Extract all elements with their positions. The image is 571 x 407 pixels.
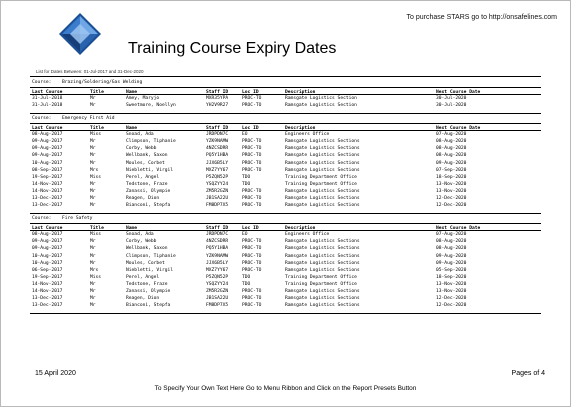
column-header: Last Course <box>32 89 63 95</box>
table-row <box>30 95 541 102</box>
table-cell: Training Department Office <box>285 274 357 280</box>
table-cell: Engineers Office <box>285 232 330 238</box>
table-cell: Ramsgate Logistics Sections <box>285 188 360 194</box>
table-cell: 13-Dec-2017 <box>32 296 63 302</box>
table-row <box>30 245 541 252</box>
course-name: Emergency First Aid <box>62 116 115 122</box>
table-cell: 09-Aug-2017 <box>32 246 63 252</box>
table-cell: ZM5R2GZN <box>206 288 229 294</box>
table-cell: 4NZCSDRR <box>206 239 229 245</box>
table-cell: Moules, Corbet <box>126 260 165 266</box>
table-cell: Amey, Maryjo <box>126 96 160 101</box>
column-header: Name <box>126 125 138 131</box>
table-row <box>30 302 541 309</box>
table-cell: 12-Dec-2020 <box>436 196 467 202</box>
table-cell: 13-Nov-2020 <box>436 181 467 187</box>
table-cell: Ramsgate Logistics Sections <box>285 267 360 273</box>
table-cell: Moules, Corbet <box>126 160 165 166</box>
table-cell: TDO <box>242 181 251 187</box>
table-header <box>30 87 541 95</box>
table-cell: PROC-TO <box>242 203 262 209</box>
table-cell: Miss <box>90 174 102 180</box>
stars-diamond-logo <box>58 12 102 56</box>
table-row <box>30 174 541 181</box>
table-header <box>30 123 541 131</box>
table-cell: 09-Aug-2017 <box>32 153 63 159</box>
table-cell: Mr <box>90 153 96 159</box>
column-header: Next Course Date <box>436 89 481 95</box>
table-cell: Training Department Office <box>285 174 357 180</box>
table-cell: 18-Sep-2020 <box>436 174 467 180</box>
table-cell: 09-Aug-2020 <box>436 160 467 166</box>
table-cell: Mr <box>90 96 96 101</box>
table-cell: Ramsgate Logistics Sections <box>285 203 360 209</box>
table-cell: 07-Aug-2020 <box>436 232 467 238</box>
table-row <box>30 102 541 109</box>
table-cell: Climpson, Tiphanie <box>126 253 176 259</box>
table-cell: Mr <box>90 239 96 245</box>
table-cell: PROC-TO <box>242 188 262 194</box>
table-row <box>30 238 541 245</box>
table-cell: YZK9NAMW <box>206 253 229 259</box>
table-cell: 10-Aug-2017 <box>32 160 63 166</box>
column-header: Title <box>90 89 104 95</box>
column-header: Next Course Date <box>436 125 481 131</box>
table-cell: 06-Sep-2017 <box>32 267 63 273</box>
table-cell: JJX6B5LY <box>206 160 229 166</box>
table-cell: 08-Aug-2020 <box>436 146 467 152</box>
table-cell: Mrs <box>90 267 99 273</box>
table-cell: Ramsgate Logistics Sections <box>285 253 360 259</box>
table-cell: 08-Aug-2017 <box>32 232 63 238</box>
header-divider <box>30 76 541 77</box>
table-cell: PROC-TO <box>242 296 262 302</box>
table-cell: MXR35YPA <box>206 96 229 101</box>
report-title: Training Course Expiry Dates <box>128 40 337 57</box>
table-cell: Wellbank, Saxon <box>126 153 168 159</box>
column-header: Description <box>285 225 316 231</box>
table-cell: P5ZQN52P <box>206 174 229 180</box>
table-cell: 08-Aug-2020 <box>436 246 467 252</box>
table-cell: 31-Jul-2018 <box>32 96 63 101</box>
table-cell: Reagen, Dion <box>126 196 160 202</box>
column-header: Loc ID <box>242 225 259 231</box>
table-cell: YSQZYY24 <box>206 181 229 187</box>
column-header: Last Course <box>32 125 63 131</box>
table-cell: Ramsgate Logistics Sections <box>285 146 360 152</box>
table-cell: PQ5Y1HBA <box>206 246 229 252</box>
table-cell: PROC-TO <box>242 253 262 259</box>
course-name: Brazing/Soldering/Gas Welding <box>62 80 143 85</box>
table-row <box>30 288 541 295</box>
table-cell: Mr <box>90 160 96 166</box>
table-cell: 08-Aug-2020 <box>436 139 467 145</box>
column-header: Description <box>285 125 316 131</box>
table-cell: Mr <box>90 196 96 202</box>
table-cell: PROC-TO <box>242 303 262 309</box>
table-cell: YZK9NAMW <box>206 139 229 145</box>
footer-note: To Specify Your Own Text Here Go to Menu Ribbon and Click on the Report Presets Button <box>154 385 417 392</box>
table-cell: Corby, Webb <box>126 146 157 152</box>
column-header: Staff ID <box>206 89 229 95</box>
table-cell: P5ZQN52P <box>206 274 229 280</box>
table-row <box>30 281 541 288</box>
table-cell: 13-Nov-2020 <box>436 288 467 294</box>
table-cell: Bianconi, Stepfa <box>126 303 171 309</box>
table-cell: FM8DP7X5 <box>206 303 229 309</box>
table-cell: Miss <box>90 232 102 238</box>
table-cell: Ramsgate Logistics Sections <box>285 153 360 159</box>
column-header: Staff ID <box>206 225 229 231</box>
table-cell: 14-Nov-2017 <box>32 188 63 194</box>
table-row <box>30 145 541 152</box>
column-header: Name <box>126 225 138 231</box>
table-cell: PQ5Y1HBA <box>206 153 229 159</box>
table-cell: Mr <box>90 253 96 259</box>
table-cell: Mr <box>90 181 96 187</box>
table-row <box>30 267 541 274</box>
table-cell: PROC-TO <box>242 96 262 101</box>
course-heading <box>30 78 541 87</box>
table-cell: TDO <box>242 174 251 180</box>
table-row <box>30 231 541 238</box>
table-cell: Mr <box>90 139 96 145</box>
table-row <box>30 295 541 302</box>
table-cell: 14-Nov-2017 <box>32 288 63 294</box>
table-cell: Mr <box>90 188 96 194</box>
table-cell: 09-Aug-2020 <box>436 253 467 259</box>
table-cell: PROC-TO <box>242 246 262 252</box>
table-cell: 12-Dec-2020 <box>436 303 467 309</box>
table-row <box>30 253 541 260</box>
report-body <box>30 78 541 314</box>
table-cell: Mr <box>90 246 96 252</box>
column-header: Next Course Date <box>436 225 481 231</box>
table-cell: 07-Sep-2020 <box>436 167 467 173</box>
table-cell: 4NZCSDRR <box>206 146 229 152</box>
table-cell: 05-Sep-2020 <box>436 267 467 273</box>
table-cell: TDO <box>242 281 251 287</box>
table-header <box>30 223 541 231</box>
table-cell: 14-Nov-2017 <box>32 181 63 187</box>
table-cell: 09-Aug-2020 <box>436 260 467 266</box>
table-cell: 31-Jul-2018 <box>32 103 63 109</box>
table-cell: FM8DP7X5 <box>206 203 229 209</box>
table-cell: Mr <box>90 103 96 109</box>
table-cell: 09-Aug-2017 <box>32 239 63 245</box>
table-cell: 10-Aug-2017 <box>32 253 63 259</box>
table-cell: Niebletti, Virgil <box>126 267 174 273</box>
table-cell: Ramsgate Logistics Sections <box>285 239 360 245</box>
column-header: Last Course <box>32 225 63 231</box>
table-cell: PROC-TO <box>242 167 262 173</box>
table-cell: 09-Aug-2017 <box>32 146 63 152</box>
column-header: Staff ID <box>206 125 229 131</box>
table-cell: 08-Sep-2017 <box>32 167 63 173</box>
column-header: Description <box>285 89 316 95</box>
table-cell: Perel, Angel <box>126 274 160 280</box>
table-cell: Mr <box>90 296 96 302</box>
column-header: Title <box>90 125 104 131</box>
table-row <box>30 131 541 138</box>
table-cell: PROC-TO <box>242 196 262 202</box>
table-cell: PROC-TO <box>242 260 262 266</box>
table-cell: Mr <box>90 303 96 309</box>
table-row <box>30 202 541 209</box>
table-cell: Corby, Webb <box>126 239 157 245</box>
table-cell: JRDPDN7C <box>206 132 229 138</box>
date-range-subtitle: List for Dates Between: 01-Jul-2017 and 31-Dec-2020 <box>36 69 144 74</box>
table-cell: Bianconi, Stepfa <box>126 203 171 209</box>
table-row <box>30 152 541 159</box>
table-cell: Ramsgate Logistics Sections <box>285 196 360 202</box>
course-name: Fire Safety <box>62 216 93 222</box>
table-row <box>30 260 541 267</box>
table-cell: Training Department Office <box>285 181 357 187</box>
table-cell: 13-Dec-2017 <box>32 303 63 309</box>
column-header: Loc ID <box>242 89 259 95</box>
footer-page-count: Pages of 4 <box>511 370 545 377</box>
table-row <box>30 274 541 281</box>
table-cell: Mr <box>90 288 96 294</box>
purchase-link-text[interactable]: To purchase STARS go to http://onsafelines.com <box>406 14 557 21</box>
table-cell: Miss <box>90 132 102 138</box>
section-divider <box>30 309 541 314</box>
table-cell: ZM5R2GZN <box>206 188 229 194</box>
table-cell: YSQZYY24 <box>206 281 229 287</box>
table-cell: Mr <box>90 203 96 209</box>
table-cell: Niebletti, Virgil <box>126 167 174 173</box>
table-row <box>30 188 541 195</box>
table-cell: 08-Aug-2017 <box>32 132 63 138</box>
course-heading <box>30 114 541 123</box>
table-cell: JB1SA22U <box>206 296 229 302</box>
table-cell: JB1SA22U <box>206 196 229 202</box>
table-cell: Mr <box>90 281 96 287</box>
table-cell: Ramsgate Logistics Sections <box>285 288 360 294</box>
table-row <box>30 181 541 188</box>
table-cell: JJX6B5LY <box>206 260 229 266</box>
table-cell: 30-Jul-2020 <box>436 103 467 109</box>
table-cell: Reagen, Dion <box>126 296 160 302</box>
table-cell: Sweetmore, Noellyn <box>126 103 176 109</box>
table-cell: 13-Nov-2020 <box>436 281 467 287</box>
table-cell: YH2V9R27 <box>206 103 229 109</box>
table-row <box>30 160 541 167</box>
table-cell: Snoad, Ada <box>126 132 154 138</box>
table-cell: EO <box>242 132 248 138</box>
table-cell: 10-Aug-2017 <box>32 260 63 266</box>
table-cell: 09-Aug-2017 <box>32 139 63 145</box>
table-cell: 30-Jul-2020 <box>436 96 467 101</box>
table-cell: 13-Dec-2017 <box>32 203 63 209</box>
table-cell: Ramsgate Logistics Sections <box>285 260 360 266</box>
table-row <box>30 138 541 145</box>
table-cell: MXZ7YY67 <box>206 167 229 173</box>
table-cell: PROC-TO <box>242 139 262 145</box>
table-row <box>30 167 541 174</box>
table-cell: Ramsgate Logistics Sections <box>285 160 360 166</box>
table-cell: 08-Aug-2020 <box>436 239 467 245</box>
table-cell: Engineers Office <box>285 132 330 138</box>
table-cell: 18-Sep-2020 <box>436 274 467 280</box>
table-cell: Tedstone, Fraze <box>126 181 168 187</box>
table-cell: PROC-TO <box>242 288 262 294</box>
course-heading <box>30 214 541 223</box>
table-cell: 08-Aug-2020 <box>436 153 467 159</box>
table-cell: PROC-TO <box>242 239 262 245</box>
table-cell: PROC-TO <box>242 267 262 273</box>
course-label: Course: <box>32 116 52 122</box>
table-cell: Climpson, Tiphanie <box>126 139 176 145</box>
table-cell: Zanassi, Olympie <box>126 288 171 294</box>
table-cell: Zanassi, Olympie <box>126 188 171 194</box>
column-header: Loc ID <box>242 125 259 131</box>
table-cell: PROC-TO <box>242 103 262 109</box>
table-cell: Ramsgate Logistics Section <box>285 103 357 109</box>
table-cell: Ramsgate Logistics Sections <box>285 139 360 145</box>
table-cell: PROC-TO <box>242 160 262 166</box>
table-cell: 19-Sep-2017 <box>32 174 63 180</box>
table-cell: Ramsgate Logistics Sections <box>285 296 360 302</box>
table-cell: MXZ7YY67 <box>206 267 229 273</box>
column-header: Title <box>90 225 104 231</box>
table-cell: EO <box>242 232 248 238</box>
table-cell: TDO <box>242 274 251 280</box>
table-cell: PROC-TO <box>242 146 262 152</box>
course-label: Course: <box>32 216 52 222</box>
table-cell: Training Department Office <box>285 281 357 287</box>
table-cell: Ramsgate Logistics Sections <box>285 246 360 252</box>
table-cell: Mr <box>90 146 96 152</box>
table-cell: Perel, Angel <box>126 174 160 180</box>
table-cell: 13-Dec-2017 <box>32 196 63 202</box>
footer-date: 15 April 2020 <box>35 370 76 377</box>
table-cell: 12-Dec-2020 <box>436 296 467 302</box>
table-cell: Mrs <box>90 167 99 173</box>
table-cell: 13-Nov-2020 <box>436 188 467 194</box>
table-row <box>30 195 541 202</box>
table-cell: Tedstone, Fraze <box>126 281 168 287</box>
table-cell: Miss <box>90 274 102 280</box>
table-cell: Wellbank, Saxon <box>126 246 168 252</box>
column-header: Name <box>126 89 138 95</box>
table-cell: Mr <box>90 260 96 266</box>
table-cell: JRDPDN7C <box>206 232 229 238</box>
table-cell: Snoad, Ada <box>126 232 154 238</box>
table-cell: Ramsgate Logistics Sections <box>285 167 360 173</box>
table-cell: Ramsgate Logistics Section <box>285 96 357 101</box>
table-cell: 07-Aug-2020 <box>436 132 467 138</box>
table-cell: 14-Nov-2017 <box>32 281 63 287</box>
course-label: Course: <box>32 80 52 85</box>
table-cell: Ramsgate Logistics Sections <box>285 303 360 309</box>
table-cell: 19-Sep-2017 <box>32 274 63 280</box>
table-cell: 12-Dec-2020 <box>436 203 467 209</box>
table-cell: PROC-TO <box>242 153 262 159</box>
